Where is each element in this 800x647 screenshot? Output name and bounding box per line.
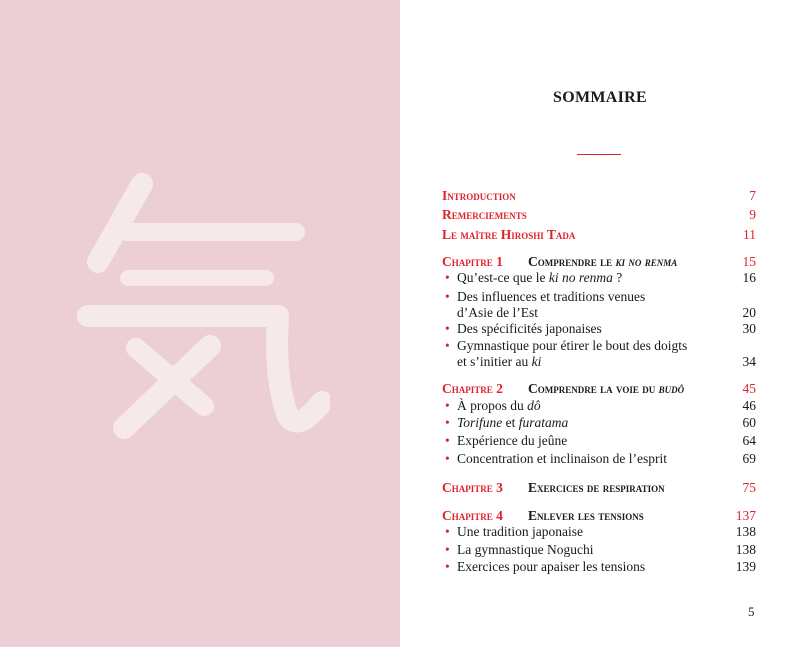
toc-section-entry: [442, 558, 756, 575]
toc-section-continuation: [442, 353, 756, 370]
chapter-number: Chapitre 1: [442, 254, 503, 269]
chapter-title: Exercices de respiration: [528, 480, 665, 495]
toc-page-number: 16: [742, 270, 756, 285]
toc-section-entry: [442, 288, 756, 305]
toc-page-number: 20: [742, 305, 756, 320]
section-title: • Une tradition japonaise: [442, 523, 583, 540]
chapter-title-emphasis: ki no renma: [615, 254, 678, 269]
toc-page-number: 46: [742, 398, 756, 413]
section-title: • Gymnastique pour étirer le bout des doigts: [442, 337, 687, 354]
section-emphasis: ki no renma: [548, 270, 613, 285]
toc-front-entry: [442, 206, 756, 223]
page-title: SOMMAIRE: [553, 89, 647, 106]
chapter-title: Comprendre le ki no renma: [528, 254, 678, 269]
toc-chapter-heading: [442, 380, 756, 397]
chapter-number: Chapitre 3: [442, 480, 503, 495]
section-title: • La gymnastique Noguchi: [442, 541, 593, 558]
section-emphasis: furatama: [518, 415, 569, 430]
toc-page-number: 60: [742, 415, 756, 430]
toc-page-number: 34: [742, 354, 756, 369]
toc-entry-label: Le maître Hiroshi Tada: [442, 227, 576, 242]
section-title: • Concentration et inclinaison de l’esprit: [442, 450, 667, 467]
toc-section-entry: [442, 269, 756, 286]
toc-front-entry: [442, 226, 756, 243]
chapter-number: Chapitre 4: [442, 508, 503, 523]
toc-front-entry: [442, 187, 756, 204]
toc-chapter-heading: [442, 479, 756, 496]
toc-page-number: 138: [735, 542, 756, 557]
page-number: 5: [748, 604, 755, 619]
toc-entry-label: Remerciements: [442, 207, 527, 222]
toc-section-entry: [442, 397, 756, 414]
toc-page-number: 15: [742, 254, 756, 269]
toc-section-entry: [442, 320, 756, 337]
toc-page-number: 9: [749, 207, 756, 222]
section-title: • Exercices pour apaiser les tensions: [442, 558, 645, 575]
toc-page-number: 45: [742, 381, 756, 396]
toc-chapter-heading: [442, 253, 756, 270]
toc-page-number: 64: [742, 433, 756, 448]
section-title: • Qu’est-ce que le ki no renma ?: [442, 269, 622, 286]
chapter-number: Chapitre 2: [442, 381, 503, 396]
toc-section-entry: [442, 337, 756, 354]
chapter-title: Comprendre la voie du budô: [528, 381, 685, 396]
toc-entry-label: Introduction: [442, 188, 516, 203]
toc-page-number: 75: [742, 480, 756, 495]
toc-chapter-heading: [442, 507, 756, 524]
chapter-title-emphasis: budô: [658, 381, 685, 396]
toc-page-number: 139: [735, 559, 756, 574]
section-title: • Expérience du jeûne: [442, 432, 567, 449]
section-title: • À propos du dô: [442, 397, 541, 414]
section-emphasis: dô: [527, 398, 541, 413]
section-title-line2: et s’initier au ki: [457, 354, 542, 369]
toc-section-entry: [442, 541, 756, 558]
chapter-title: Enlever les tensions: [528, 508, 644, 523]
toc-section-entry: [442, 432, 756, 449]
toc-page-number: 69: [742, 451, 756, 466]
toc-page-number: 11: [743, 227, 756, 242]
toc-page-number: 30: [742, 321, 756, 336]
toc-page-number: 138: [735, 524, 756, 539]
section-title: • Des influences et traditions venues: [442, 288, 645, 305]
section-title: • Torifune et furatama: [442, 414, 568, 431]
toc-page-number: 7: [749, 188, 756, 203]
toc-section-continuation: [442, 304, 756, 321]
section-title: • Des spécificités japonaises: [442, 320, 602, 337]
toc-page-number: 137: [735, 508, 756, 523]
section-emphasis: ki: [531, 354, 542, 369]
section-title-line2: d’Asie de l’Est: [457, 305, 538, 320]
toc-section-entry: [442, 523, 756, 540]
toc-section-entry: [442, 414, 756, 431]
toc-section-entry: [442, 450, 756, 467]
section-emphasis: Torifune: [457, 415, 503, 430]
